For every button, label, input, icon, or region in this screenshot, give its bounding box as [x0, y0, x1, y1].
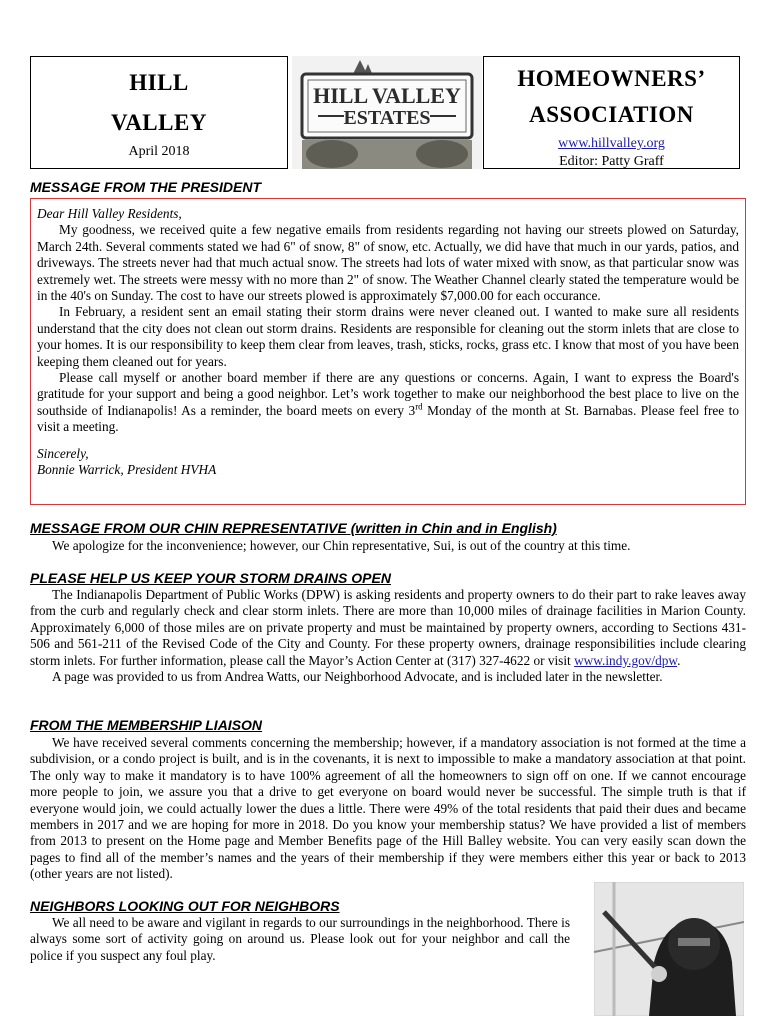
membership-heading: FROM THE MEMBERSHIP LIAISON: [30, 717, 263, 733]
intruder-illustration: [594, 882, 744, 1016]
membership-section: [30, 735, 746, 883]
sign-text-line-1: HILL VALLEY: [313, 83, 461, 108]
storm-drains-section: [30, 587, 746, 685]
chin-heading-title: MESSAGE FROM OUR CHIN REPRESENTATIVE: [30, 520, 347, 536]
president-paragraph-1: My goodness, we received quite a few negative emails from residents regarding not having our streets plowed on Saturday, March 24th. Several comments stated we had 6" of snow, 8" of snow, etc. Actually, we did have that much in our yards, patios, and driveways. The streets never had that much actual snow. The streets had lots of water mixed with snow, as that particular snow was extremely wet. The streets were messy with no more than 2" of snow. The Weather Channel clearly stated the temperature would be in the 40's on Sunday. The cost to have our streets plowed is approximately $7,000.00 for each occurance.: [37, 222, 739, 304]
masthead-title-hill: HILL: [129, 70, 189, 95]
president-signature: Bonnie Warrick, President HVHA: [37, 462, 217, 478]
storm-drains-paragraph-2: A page was provided to us from Andrea Watts, our Neighborhood Advocate, and is included later in the newsletter.: [52, 669, 663, 685]
president-salutation: Dear Hill Valley Residents,: [37, 206, 182, 221]
president-paragraph-3-end: Monday of the month at St. Barnabas. Please feel free to visit a meeting.: [37, 402, 739, 435]
chin-heading: [30, 520, 557, 537]
chin-body: We apologize for the inconvenience; however, our Chin representative, Sui, is out of the country at this time.: [52, 538, 631, 553]
hill-valley-estates-sign-image: [292, 56, 482, 169]
masthead-title-homeowners: HOMEOWNERS’: [517, 66, 706, 91]
president-heading: MESSAGE FROM THE PRESIDENT: [30, 179, 262, 195]
chin-heading-note: (written in Chin and in English): [346, 520, 557, 536]
neighbors-heading: NEIGHBORS LOOKING OUT FOR NEIGHBORS: [30, 898, 340, 914]
masthead-title-valley: VALLEY: [111, 110, 207, 135]
membership-body: We have received several comments concerning the membership; however, if a mandatory association is not formed at the time a subdivision, or a condo project is built, and is in the covenants, it is next to impossible to make a mandatory association at that point. The only way to make it mandatory is to have 100% agreement of all the homeowners to sign off on one. If we cannot encourage more people to join, we assure you that a drive to get everyone on board would never be successful. The simple truth is that if everyone would join, we could actually lower the dues a little. There were 49% of the total residents that paid their dues and became members in 2017 and we are hoping for more in 2018. Do you know your membership status? We have provided a list of members from 2013 to present on the Home page and Member Benefits page of the Hill Balley website. You can very easily scan down the pages to find all of the member’s names and the years of their membership if they were members either this year or back to 2013 (other years are not listed).: [30, 735, 746, 882]
storm-drains-heading: PLEASE HELP US KEEP YOUR STORM DRAINS OPEN: [30, 570, 391, 586]
storm-drains-paragraph-1: [30, 587, 746, 669]
dpw-link[interactable]: www.indy.gov/dpw: [574, 652, 678, 668]
neighbors-body: We all need to be aware and vigilant in regards to our surroundings in the neighborhood. There is always some sort of activity going on around us. Please look out for your neighbor and call the police if you suspect any foul play.: [30, 915, 570, 963]
president-message-box: [30, 198, 746, 505]
masthead-right-box: [483, 56, 740, 169]
sign-text-line-2: ESTATES: [343, 107, 431, 129]
sign-illustration: [292, 56, 482, 169]
website-link[interactable]: www.hillvalley.org: [558, 136, 665, 151]
president-paragraph-2: In February, a resident sent an email stating their storm drains were never cleaned out. I wanted to make sure all residents understand that the city does not clean out storm drains. Residents are responsible for cleaning out the storm inlets that are close to your homes. It is our responsibility to keep them clear from leaves, trash, sticks, rocks, grass etc. I know that most of you have been keeping them cleaned out for years.: [37, 304, 739, 369]
masthead-left-box: [30, 56, 288, 169]
editor-credit: Editor: Patty Graff: [559, 154, 664, 169]
neighbors-section: [30, 915, 570, 964]
ordinal-suffix: rd: [415, 401, 423, 412]
chin-section: [30, 538, 746, 554]
masthead-title-association: ASSOCIATION: [529, 102, 694, 127]
storm-drains-text: The Indianapolis Department of Public Works (DPW) is asking residents and property owners to do their part to rake leaves away from the curb and regularly check and clear storm inlets. There are more than 10,000 miles of drainage facilities in Marion County. Approximately 6,000 of those miles are on private property and must be maintained by property owners, according to Sections 431-506 and 561-211 of the Revised Code of the City and County. For these property owners, drainage responsibilities include clearing storm inlets. For further information, please call the Mayor’s Action Center at (317) 327-4622 or visit: [30, 587, 746, 668]
president-closing: Sincerely,: [37, 445, 89, 461]
storm-drains-text-end: .: [677, 652, 681, 668]
masked-intruder-photo: [594, 882, 744, 1016]
issue-date: April 2018: [128, 144, 190, 159]
president-paragraph-3-text: Please call myself or another board member if there are any questions or concerns. Again, I want to express the Board's gratitude for your support and being a good neighbor. Let’s work together to make our neighborhood the best place to live on the southside of Indianapolis! As a reminder, the board meets on every 3: [37, 370, 739, 418]
president-paragraph-3: [37, 370, 739, 436]
